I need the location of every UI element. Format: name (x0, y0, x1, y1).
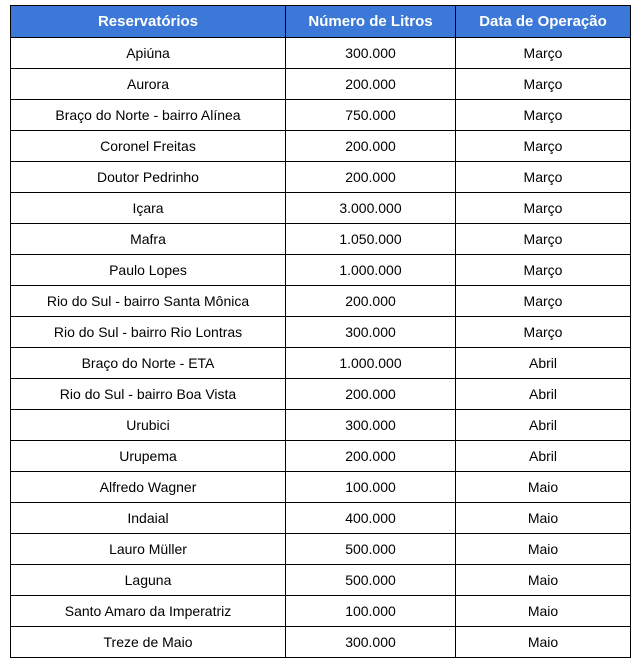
liters-cell: 750.000 (286, 100, 456, 131)
reservoir-name-cell: Mafra (11, 224, 286, 255)
liters-cell: 500.000 (286, 534, 456, 565)
table-row (11, 441, 631, 472)
operation-date-cell: Março (456, 38, 631, 69)
operation-date-cell: Abril (456, 410, 631, 441)
reservoir-name-cell: Rio do Sul - bairro Rio Lontras (11, 317, 286, 348)
operation-date-cell: Maio (456, 472, 631, 503)
reservoir-name-cell: Treze de Maio (11, 627, 286, 658)
table-row (11, 193, 631, 224)
liters-cell: 200.000 (286, 162, 456, 193)
operation-date-cell: Março (456, 131, 631, 162)
reservoir-name-cell: Alfredo Wagner (11, 472, 286, 503)
table-row (11, 503, 631, 534)
operation-date-cell: Abril (456, 348, 631, 379)
operation-date-cell: Março (456, 193, 631, 224)
table-row (11, 131, 631, 162)
liters-cell: 300.000 (286, 410, 456, 441)
liters-cell: 100.000 (286, 596, 456, 627)
reservoir-name-cell: Rio do Sul - bairro Boa Vista (11, 379, 286, 410)
reservoir-name-cell: Indaial (11, 503, 286, 534)
liters-cell: 400.000 (286, 503, 456, 534)
operation-date-cell: Março (456, 100, 631, 131)
liters-cell: 300.000 (286, 627, 456, 658)
column-header-reservatorios: Reservatórios (11, 6, 286, 38)
operation-date-cell: Maio (456, 565, 631, 596)
liters-cell: 200.000 (286, 69, 456, 100)
operation-date-cell: Março (456, 162, 631, 193)
table-row (11, 410, 631, 441)
table-row (11, 534, 631, 565)
reservoir-name-cell: Paulo Lopes (11, 255, 286, 286)
operation-date-cell: Março (456, 286, 631, 317)
operation-date-cell: Março (456, 317, 631, 348)
table-row (11, 379, 631, 410)
reservoir-name-cell: Urubici (11, 410, 286, 441)
operation-date-cell: Abril (456, 441, 631, 472)
table-row (11, 255, 631, 286)
reservoir-name-cell: Santo Amaro da Imperatriz (11, 596, 286, 627)
reservoir-table (10, 5, 631, 658)
liters-cell: 500.000 (286, 565, 456, 596)
liters-cell: 200.000 (286, 379, 456, 410)
liters-cell: 200.000 (286, 286, 456, 317)
operation-date-cell: Março (456, 224, 631, 255)
reservoir-name-cell: Apiúna (11, 38, 286, 69)
operation-date-cell: Março (456, 255, 631, 286)
table-body (11, 38, 631, 658)
table-row (11, 627, 631, 658)
column-header-data-de-operacao: Data de Operação (456, 6, 631, 38)
operation-date-cell: Maio (456, 534, 631, 565)
reservoir-name-cell: Içara (11, 193, 286, 224)
reservoir-name-cell: Braço do Norte - bairro Alínea (11, 100, 286, 131)
table-row (11, 596, 631, 627)
table-row (11, 286, 631, 317)
header-row (11, 6, 631, 38)
liters-cell: 300.000 (286, 38, 456, 69)
liters-cell: 100.000 (286, 472, 456, 503)
liters-cell: 1.000.000 (286, 255, 456, 286)
liters-cell: 200.000 (286, 131, 456, 162)
liters-cell: 3.000.000 (286, 193, 456, 224)
operation-date-cell: Maio (456, 596, 631, 627)
operation-date-cell: Maio (456, 503, 631, 534)
liters-cell: 1.050.000 (286, 224, 456, 255)
table-row (11, 100, 631, 131)
table-row (11, 565, 631, 596)
reservoir-name-cell: Rio do Sul - bairro Santa Mônica (11, 286, 286, 317)
reservoir-name-cell: Urupema (11, 441, 286, 472)
reservoir-name-cell: Coronel Freitas (11, 131, 286, 162)
operation-date-cell: Abril (456, 379, 631, 410)
table-row (11, 348, 631, 379)
reservoir-name-cell: Laguna (11, 565, 286, 596)
table-row (11, 224, 631, 255)
table-row (11, 162, 631, 193)
table-row (11, 317, 631, 348)
table-row (11, 69, 631, 100)
liters-cell: 1.000.000 (286, 348, 456, 379)
reservoir-name-cell: Doutor Pedrinho (11, 162, 286, 193)
table-row (11, 38, 631, 69)
reservoir-name-cell: Lauro Müller (11, 534, 286, 565)
operation-date-cell: Maio (456, 627, 631, 658)
liters-cell: 300.000 (286, 317, 456, 348)
table-row (11, 472, 631, 503)
column-header-numero-de-litros: Número de Litros (286, 6, 456, 38)
liters-cell: 200.000 (286, 441, 456, 472)
reservoir-name-cell: Aurora (11, 69, 286, 100)
operation-date-cell: Março (456, 69, 631, 100)
reservoir-name-cell: Braço do Norte - ETA (11, 348, 286, 379)
